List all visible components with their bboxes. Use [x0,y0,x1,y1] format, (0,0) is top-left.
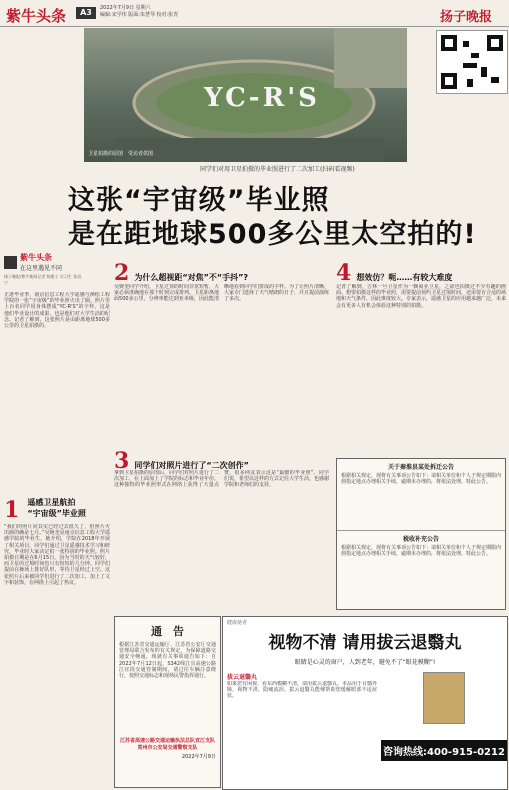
notice-1-text: 根据相关规定，现将有关事项公告如下：请相关单位和个人于规定期限内到指定地点办理相关手续，逾期未办理的，将依法处理。特此公告。 [341,473,502,486]
ad-subline: 眼睛是心灵的窗户，人到老年，避免不了“眼花模糊”! [294,659,436,666]
section-1-subtitle: “宇宙级”毕业照 [27,509,86,518]
ad-headline: 视物不清 请用拔云退翳丸 [268,633,462,653]
section-3-text: 拿到卫星拍摄的原图后，同学们对照片进行了二次加工，在上面加上了学院的标志和毕业年份。这种独特的毕业照形式在网络上获得了大量点赞，很多网友表示这是“最酷的毕业照”。同学们说，希望以这样的方式记住大学生活，也感谢学院和老师们的支持。 [114,470,329,489]
masthead-meta [100,5,178,18]
section-4-title: 想效仿？呃……有较大难度 [356,273,453,282]
medicine-box-image [423,672,465,724]
section-2-number: 2 [114,260,130,286]
traffic-notice-text: 根据江苏省交通运输厅、江苏省公安厅交通管理局联合发布的有关规定，为保障道路交通安全畅通，现就有关事项通告如下：自2022年7月12日起，S342线江宜高速公路江宜段交通管制期间，请过往车辆注意绕行，按照交通标志和现场民警指挥通行。 [119,642,216,680]
page-number-badge: A3 [76,7,96,19]
section-1-number: 1 [4,497,20,523]
notice-2-text: 根据相关规定，现将有关事项公告如下：请相关单位和个人于规定期限内到指定地点办理相关手续，逾期未办理的，将依法处理。特此公告。 [341,545,502,558]
headline-line-1: 这张“宇宙级”毕业照 [68,185,330,216]
section-2-header [114,260,329,286]
section-1-header [4,497,112,523]
section-1-title: 遥感卫星航拍 [27,498,76,507]
column-brand-block [4,252,84,286]
date-line: 2022年7月9日 星期六 [100,5,151,11]
section-4-text: 记者了解到，吉林一号卫星作为一颗商业卫星，之前也拍摄过不少有趣的画面。想要拍摄这样的毕业照，需要提前预约卫星过境时间，还需要有合适的场地和天气条件，因此难度较大。专家表示，遥感卫星的应用越来越广泛，未来会有更多人有机会体验这种特别的拍摄。 [336,284,506,309]
section-2-title: 为什么超视距“对焦”不“手抖”? [134,273,249,282]
headline-line-2: 是在距地球500多公里太空拍的! [68,219,477,250]
brand-name: 紫牛头条 [20,253,52,262]
traffic-notice-org: 江苏省高速公路交通运输执法总队宜江支队 常州市公安局交通警察支队 [119,738,215,751]
traffic-notice-date: 2022年7月9日 [181,754,216,760]
byline: 扬子晚报/紫牛新闻记者 杨甜子 实习生 张语宁 [4,274,82,285]
notice-2-title: 税收补充公告 [337,530,505,543]
traffic-notice-box [114,616,221,788]
notice-box [336,458,506,610]
brand-icon [4,256,17,269]
traffic-notice-title: 通 告 [151,625,184,638]
qr-code-icon[interactable] [436,30,508,94]
section-2-text: 吴婉奎同学介绍，卫星过顶的时间非常短暂，大家必须准确地在那个时刻完成排列。卫星距离地面500多公里，分辨率能达到亚米级，因此能清晰地看到同学们排成的字样。为了让照片清晰，大家专门选择了天气晴朗的日子，并且提前演练了多次。 [114,284,329,303]
editors-line: 编辑:宋学伟 版面:朱慧琴 校对:张青 [100,11,179,18]
masthead [0,0,509,27]
section-3-number: 3 [114,448,130,474]
section-4-header [336,260,506,286]
ad-top-label: 健康使者 [227,620,248,626]
ad-hotline[interactable]: 咨询热线:400-915-0212 [381,740,507,761]
photo-watermark-text: YC-R'S [204,83,320,113]
advertisement [222,616,508,790]
notice-1-title: 关于秦淮县某处拆迁公告 [387,464,454,471]
section-4-number: 4 [336,260,352,286]
section-3-title: 同学们对照片进行了“二次创作” [134,461,249,470]
brand-slogan: 在这里遇见不同 [20,265,63,272]
newspaper-logo: 扬子晚报 [440,10,493,25]
photo-caption-below: 同学们对用卫星拍摄的毕业照进行了二次加工(扫码看视频) [200,166,355,173]
intro-paragraph: 正逢毕业季，南京信息工程大学遥感与测绘工程学院的一张“宇宙级”的毕业照火出了圈。照片里上百名同学用身体摆成“YC-R'S”的字样，这是他们毕业设计的成果，也是他们对大学生活的纪念。记者了解到，这张照片是由距离地球500多公里的卫星拍摄的。 [4,292,110,330]
ad-text: 如果您有闲视、看东西模糊不清，请用拔云退翳丸。本品用于目翳外障，视物不清，隐痛流泪。拔云退翳丸能够帮助您缓解眼部不适症状。 [227,681,377,700]
photo-caption-left: 卫星拍摄的原图 受访者供图 [88,151,154,157]
satellite-photo [84,28,407,162]
section-1-text: “我们的照片同其实已经过去很久了，但照片火出圈的确是七月。”吴婉奎是南京信息工程大学遥感学院的毕业生，她介绍，学院在2018年开展了相关项目，同学们通过卫星遥感技术学习和研究，毕业时大家决定拍一张特别的毕业照。照片拍摄日期是在6月15日，因为当时的天气较好，而卫星的过境时间也只有短短的几分钟。同学们提前在操场上排好队形，等待卫星经过上空。这张照片后来被同学们进行了二次加工，加上了文字和装饰，在网络上引起了热议。 [4,524,110,586]
section-title: 紫牛头条 [6,7,67,25]
ad-sub-title: 拔云退翳丸 [227,674,258,681]
